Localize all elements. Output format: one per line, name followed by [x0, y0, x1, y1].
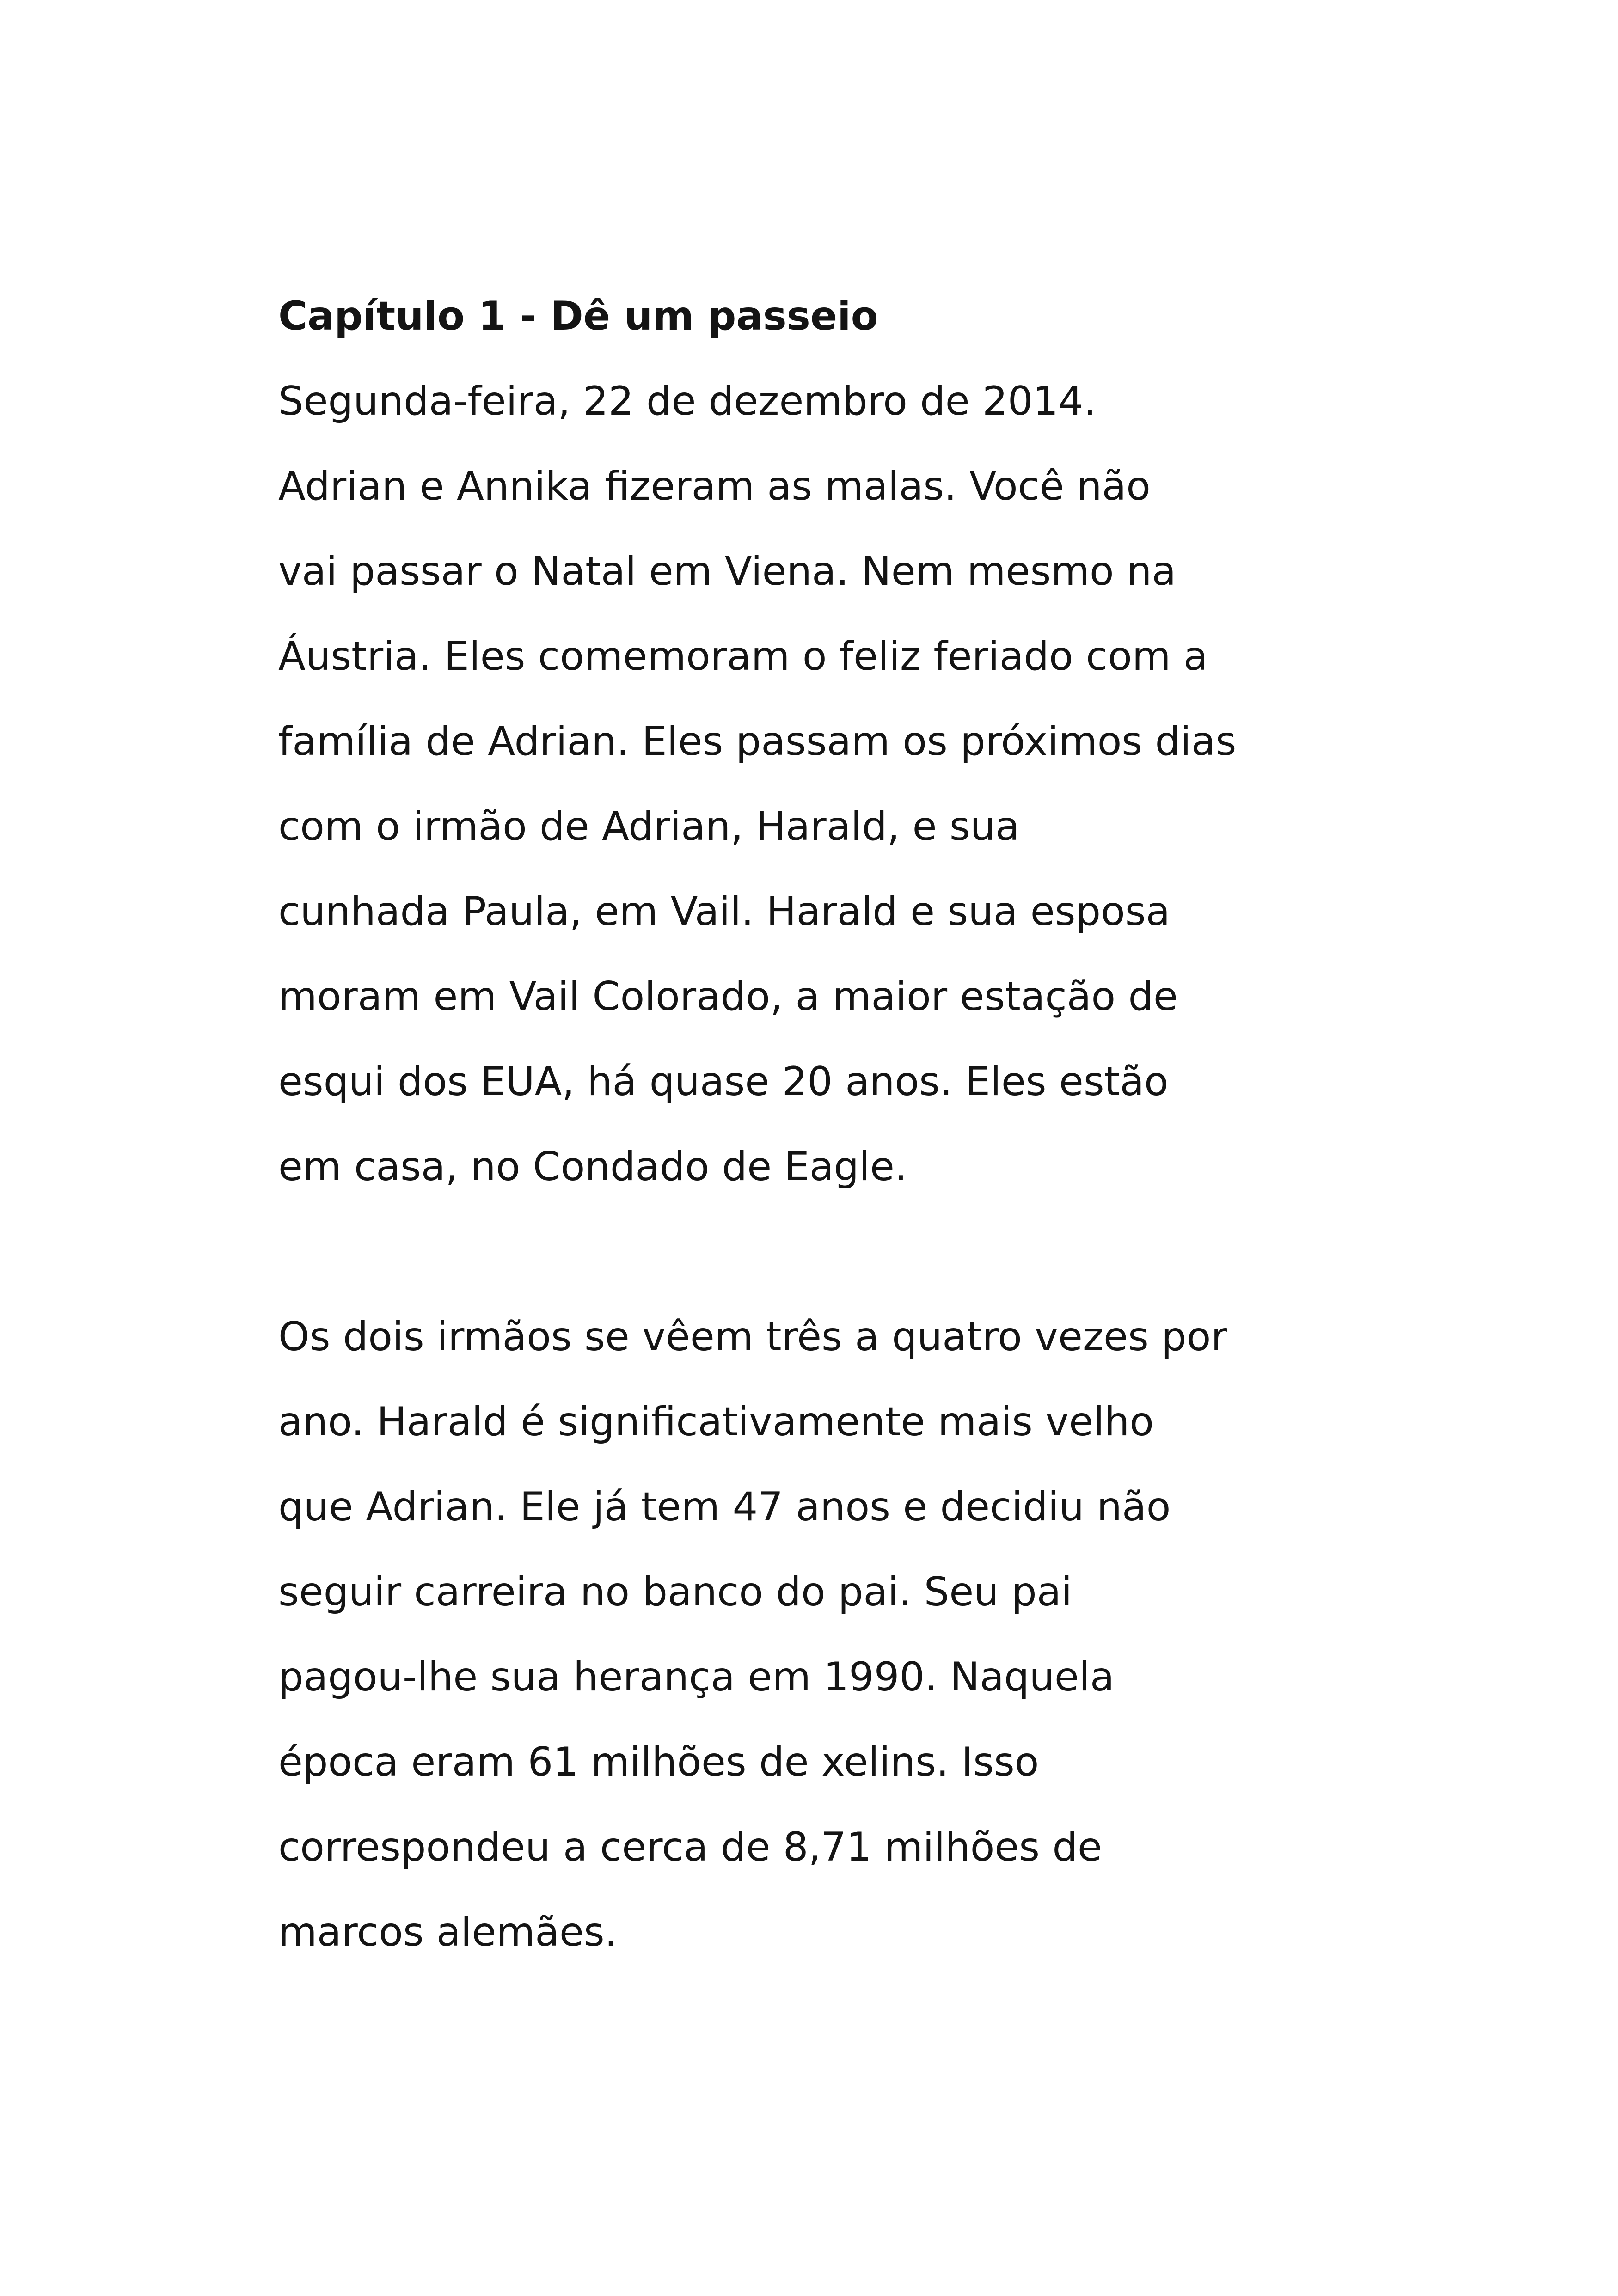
text-line: seguir carreira no banco do pai. Seu pai: [278, 1569, 1073, 1615]
text-line: em casa, no Condado de Eagle.: [278, 1144, 907, 1190]
text-line: família de Adrian. Eles passam os próximos dias: [278, 718, 1237, 765]
text-line: esqui dos EUA, há quase 20 anos. Eles estão: [278, 1059, 1169, 1105]
text-line: Adrian e Annika fizeram as malas. Você não: [278, 463, 1151, 509]
text-line: Áustria. Eles comemoram o feliz feriado com a: [278, 633, 1208, 680]
text-line: ano. Harald é significativamente mais velho: [278, 1399, 1154, 1445]
paragraph-spacer: [278, 1209, 1397, 1294]
text-line: vai passar o Natal em Viena. Nem mesmo na: [278, 548, 1177, 594]
text-line: que Adrian. Ele já tem 47 anos e decidiu não: [278, 1484, 1171, 1530]
chapter-title: Capítulo 1 - Dê um passeio: [278, 293, 878, 339]
text-line: época eram 61 milhões de xelins. Isso: [278, 1739, 1039, 1785]
text-line: pagou-lhe sua herança em 1990. Naquela: [278, 1654, 1115, 1700]
text-line: Os dois irmãos se vêem três a quatro vezes por: [278, 1314, 1227, 1360]
text-line: cunhada Paula, em Vail. Harald e sua esposa: [278, 888, 1171, 935]
text-line: com o irmão de Adrian, Harald, e sua: [278, 803, 1020, 850]
text-line: moram em Vail Colorado, a maior estação de: [278, 974, 1178, 1020]
text-line: correspondeu a cerca de 8,71 milhões de: [278, 1824, 1102, 1870]
paragraph-1: [278, 359, 1397, 1209]
text-line: Segunda-feira, 22 de dezembro de 2014.: [278, 378, 1097, 424]
chapter-content: [278, 274, 1397, 1975]
paragraph-2: [278, 1294, 1397, 1975]
text-line: marcos alemães.: [278, 1909, 618, 1955]
